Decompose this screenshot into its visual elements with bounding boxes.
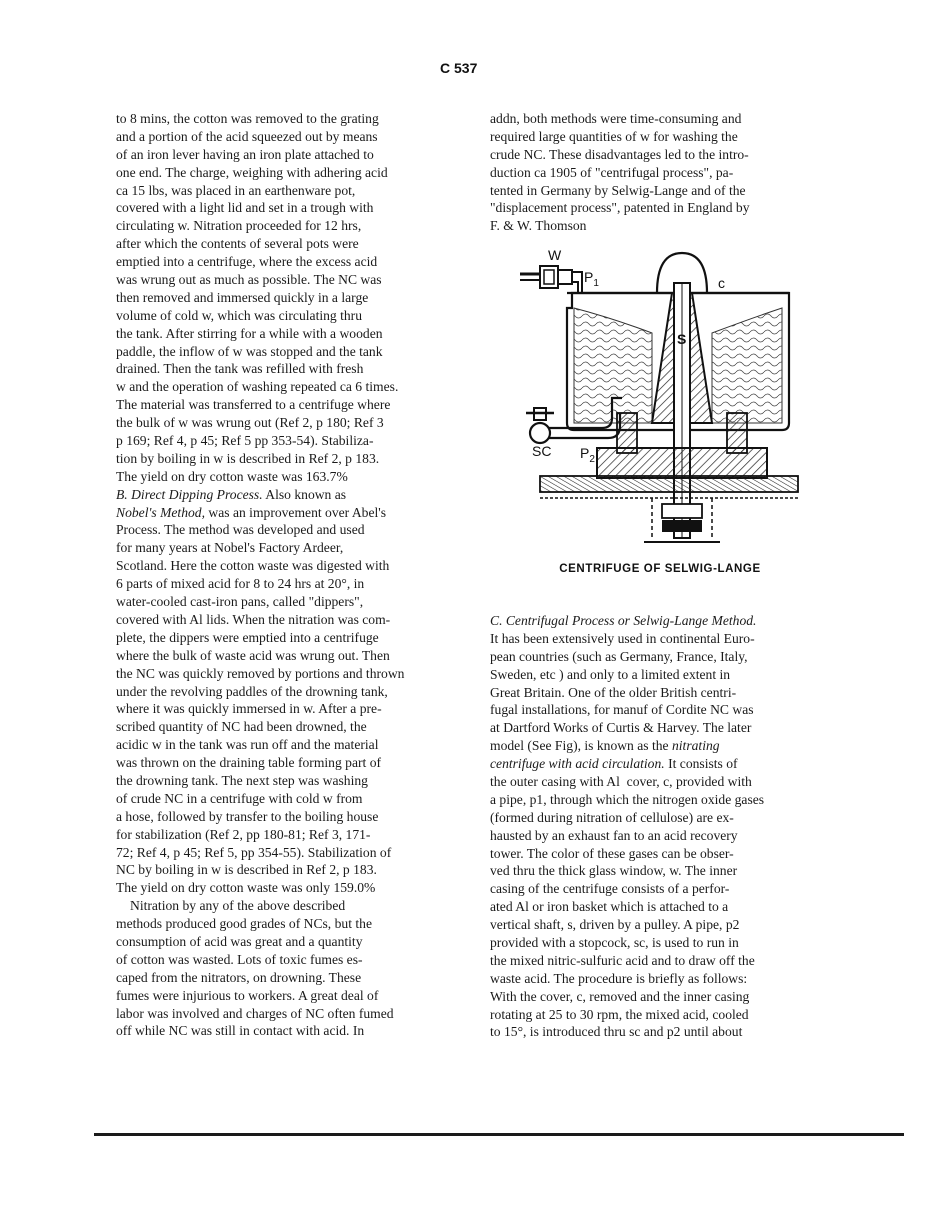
text-line: 72; Ref 4, p 45; Ref 5, pp 354-55). Stabilization of <box>116 844 392 860</box>
text-line: caped from the nitrators, on drowning. These <box>116 969 362 985</box>
text-line: at Dartford Works of Curtis & Harvey. The later <box>490 720 752 736</box>
text-line: duction ca 1905 of "centrifugal process", pa- <box>490 164 734 180</box>
text-line: the drowning tank. The next step was washing <box>116 772 368 788</box>
text-line: "displacement process", patented in England by <box>490 200 750 216</box>
text-line: water-cooled cast-iron pans, called "dippers", <box>116 594 364 610</box>
text-line: was thrown on the draining table forming part of <box>116 755 382 771</box>
footer-rule <box>94 1133 904 1136</box>
text-run: It consists of <box>664 756 738 772</box>
text-line: With the cover, c, removed and the inner casing <box>490 988 750 1004</box>
text-line: Sweden, etc ) and only to a limited extent in <box>490 666 731 682</box>
text-line: p 169; Ref 4, p 45; Ref 5 pp 353-54). Stabiliza- <box>116 433 374 449</box>
label-s: S <box>677 331 687 347</box>
text-line: the outer casing with Al cover, c, provided with <box>490 774 752 790</box>
text-run: was an improvement over Abel's <box>205 504 387 520</box>
label-c: c <box>718 275 725 291</box>
pipe-p1 <box>520 266 582 293</box>
text-line: after which the contents of several pots were <box>116 236 359 252</box>
text-line: Nitration by any of the above described <box>130 898 346 914</box>
label-p1: $P_1$ <box>584 269 599 289</box>
text-line: It has been extensively used in continental Euro- <box>490 630 755 646</box>
text-line: Great Britain. One of the older British centri- <box>490 684 737 700</box>
text-line <box>490 755 830 773</box>
text-line: The yield on dry cotton waste was only 159.0% <box>116 880 376 896</box>
text-line: volume of cold w, which was circulating thru <box>116 307 363 323</box>
text-line: crude NC. These disadvantages led to the intro- <box>490 146 749 162</box>
text-line: drained. Then the tank was refilled with fresh <box>116 361 364 377</box>
text-line: F. & W. Thomson <box>490 218 587 234</box>
figure-caption: CENTRIFUGE OF SELWIG-LANGE <box>559 563 761 575</box>
text-line <box>490 612 830 630</box>
text-line: emptied into a centrifuge, where the excess acid <box>116 254 378 270</box>
text-line: tion by boiling in w is described in Ref 2, p 183. <box>116 450 380 466</box>
text-line: for many years at Nobel's Factory Ardeer, <box>116 540 344 556</box>
italic-run: centrifuge with acid circulation. <box>490 756 665 772</box>
text-line: scribed quantity of NC had been drowned, the <box>116 719 367 735</box>
page-number: C 537 <box>440 60 478 76</box>
text-line: for stabilization (Ref 2, pp 180-81; Ref 3, 171- <box>116 826 371 842</box>
text-line <box>490 737 830 755</box>
text-line: the mixed nitric-sulfuric acid and to draw off the <box>490 952 755 968</box>
right-column-top <box>490 110 830 235</box>
italic-run: nitrating <box>671 738 720 754</box>
text-line: under the revolving paddles of the drowning tank, <box>116 683 388 699</box>
text-line: w and the operation of washing repeated ca 6 times. <box>116 379 399 395</box>
text-line: acidic w in the tank was run off and the material <box>116 737 379 753</box>
text-line: NC by boiling in w is described in Ref 2, p 183. <box>116 862 377 878</box>
text-line: ca 15 lbs, was placed in an earthenware pot, <box>116 182 356 198</box>
text-line: fumes were injurious to workers. A great deal of <box>116 987 379 1003</box>
text-line: covered with a light lid and set in a trough with <box>116 200 374 216</box>
text-line: covered with Al lids. When the nitration was com- <box>116 611 391 627</box>
text-line: rotating at 25 to 30 rpm, the mixed acid, cooled <box>490 1006 749 1022</box>
text-line: required large quantities of w for washing the <box>490 128 738 144</box>
text-line: circulating w. Nitration proceeded for 12 hrs, <box>116 218 362 234</box>
text-line: labor was involved and charges of NC often fumed <box>116 1005 394 1021</box>
text-line <box>116 486 461 504</box>
text-line: the tank. After stirring for a while with a wooden <box>116 325 383 341</box>
right-column-bottom <box>490 612 830 1041</box>
text-line: ved thru the thick glass window, w. The inner <box>490 863 738 879</box>
label-p2: $P_2$ <box>580 445 595 465</box>
label-w: W <box>548 248 562 263</box>
text-line <box>116 504 461 522</box>
base-slab <box>597 448 767 478</box>
text-line: where the bulk of waste acid was wrung out. Then <box>116 647 390 663</box>
text-line: addn, both methods were time-consuming and <box>490 111 742 126</box>
text-line: (formed during nitration of cellulose) are ex- <box>490 809 734 825</box>
text-line: waste acid. The procedure is briefly as follows: <box>490 970 748 986</box>
text-line: tower. The color of these gases can be obser- <box>490 845 734 861</box>
text-line: pean countries (such as Germany, France, Italy, <box>490 648 748 664</box>
text-line: of crude NC in a centrifuge with cold w from <box>116 790 363 806</box>
text-line: methods produced good grades of NCs, but the <box>116 916 372 932</box>
text-line: The material was transferred to a centrifuge where <box>116 397 391 413</box>
italic-run: B. Direct Dipping Process. <box>116 486 263 502</box>
text-line: hausted by an exhaust fan to an acid recovery <box>490 827 738 843</box>
text-line: the NC was quickly removed by portions and thrown <box>116 665 405 681</box>
text-line: vertical shaft, s, driven by a pulley. A pipe, p2 <box>490 917 740 933</box>
text-line: casing of the centrifuge consists of a perfor- <box>490 881 730 897</box>
text-line: off while NC was still in contact with acid. In <box>116 1023 365 1039</box>
label-sc: SC <box>532 443 552 459</box>
text-line: provided with a stopcock, sc, is used to run in <box>490 935 739 951</box>
centrifuge-figure <box>512 248 802 550</box>
text-line: the bulk of w was wrung out (Ref 2, p 180; Ref 3 <box>116 415 384 431</box>
text-line: one end. The charge, weighing with adhering acid <box>116 164 388 180</box>
text-line: tented in Germany by Selwig-Lange and of the <box>490 182 746 198</box>
text-line: to 8 mins, the cotton was removed to the grating <box>116 111 379 126</box>
text-run: model (See Fig), is known as the <box>490 738 672 754</box>
text-line: ated Al or iron basket which is attached to a <box>490 899 729 915</box>
text-line: of cotton was wasted. Lots of toxic fumes es- <box>116 951 363 967</box>
text-line: of an iron lever having an iron plate attached to <box>116 146 374 162</box>
text-line: Scotland. Here the cotton waste was digested with <box>116 558 390 574</box>
text-line: was wrung out as much as possible. The NC was <box>116 272 382 288</box>
text-line: where it was quickly immersed in w. After a pre- <box>116 701 382 717</box>
text-line: and a portion of the acid squeezed out by means <box>116 128 378 144</box>
text-run: Also known as <box>262 486 347 502</box>
text-line: a hose, followed by transfer to the boiling house <box>116 808 379 824</box>
text-line: Process. The method was developed and used <box>116 522 365 538</box>
text-line: plete, the dippers were emptied into a centrifuge <box>116 629 379 645</box>
text-line: consumption of acid was great and a quantity <box>116 933 363 949</box>
text-line: The yield on dry cotton waste was 163.7% <box>116 468 348 484</box>
text-line: fugal installations, for manuf of Cordite NC was <box>490 702 754 718</box>
text-line: a pipe, p1, through which the nitrogen oxide gases <box>490 791 765 807</box>
text-line: 6 parts of mixed acid for 8 to 24 hrs at 20°, in <box>116 576 365 592</box>
left-column <box>116 110 461 1040</box>
italic-run: Nobel's Method, <box>116 504 205 520</box>
italic-run: C. Centrifugal Process or Selwig-Lange Method. <box>490 613 757 628</box>
text-line: to 15°, is introduced thru sc and p2 until about <box>490 1024 743 1040</box>
text-line: paddle, the inflow of w was stopped and the tank <box>116 343 383 359</box>
text-line: then removed and immersed quickly in a large <box>116 289 369 305</box>
